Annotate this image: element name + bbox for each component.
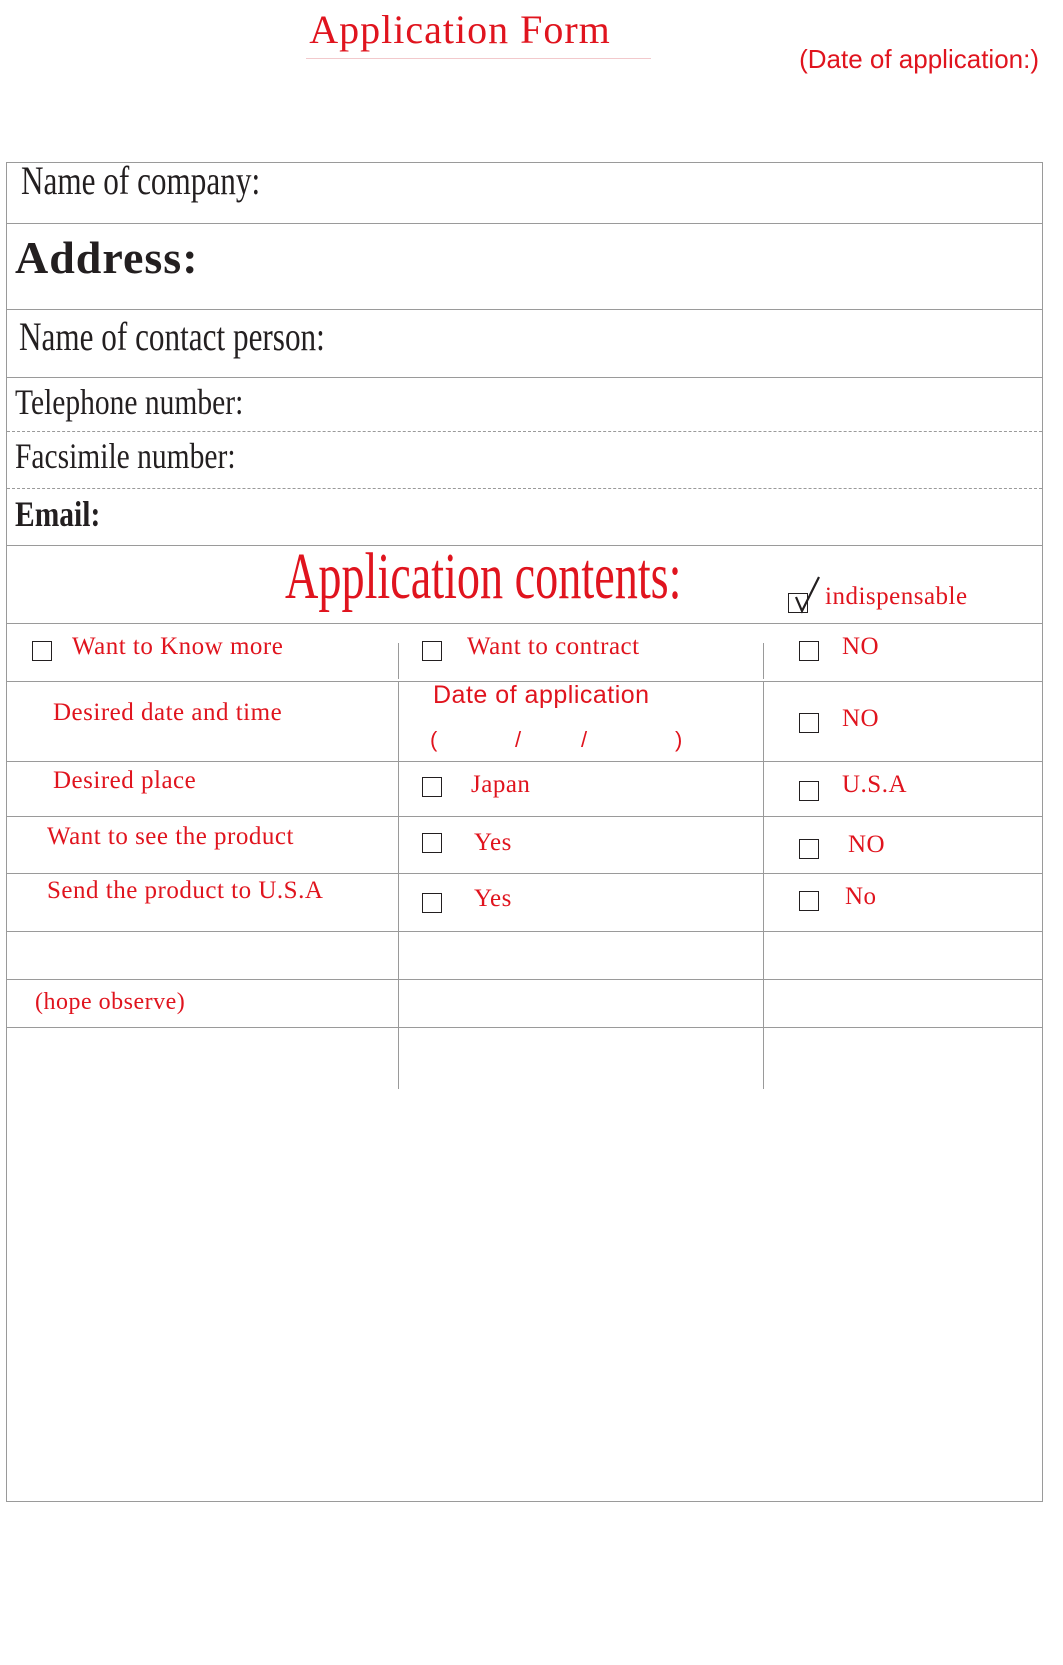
date-of-application-field-label: Date of application <box>433 681 650 709</box>
application-form <box>6 158 1043 1502</box>
want-to-know-more-label: Want to Know more <box>72 633 284 660</box>
divider <box>7 873 1042 874</box>
date-of-application-label: (Date of application:) <box>799 44 1039 74</box>
japan-label: Japan <box>471 771 531 798</box>
want-to-see-product-label: Want to see the product <box>47 823 294 850</box>
desired-date-time-label: Desired date and time <box>53 699 283 726</box>
see-product-no-label: NO <box>848 831 886 858</box>
company-name-label: Name of company: <box>21 158 261 203</box>
row1-no-label: NO <box>842 633 880 660</box>
dashed-divider <box>7 488 1042 489</box>
notes-area[interactable] <box>7 1029 1041 1499</box>
check-mark-icon <box>793 575 823 615</box>
see-product-yes-label: Yes <box>474 829 512 856</box>
want-to-contract-checkbox[interactable] <box>422 641 442 661</box>
email-label: Email: <box>15 494 101 534</box>
address-label: Address: <box>15 232 199 283</box>
dashed-divider <box>7 431 1042 432</box>
japan-checkbox[interactable] <box>422 777 442 797</box>
divider <box>7 377 1042 378</box>
facsimile-label: Facsimile number: <box>15 436 236 476</box>
application-contents-title: Application contents: <box>285 540 682 613</box>
usa-checkbox[interactable] <box>799 781 819 801</box>
divider <box>7 761 1042 762</box>
hope-observe-label: (hope observe) <box>35 989 186 1015</box>
telephone-label: Telephone number: <box>15 382 244 422</box>
send-product-usa-label: Send the product to U.S.A <box>47 877 324 904</box>
send-product-no-checkbox[interactable] <box>799 891 819 911</box>
row2-no-label: NO <box>842 705 880 732</box>
divider <box>7 979 1042 980</box>
column-divider <box>763 643 764 679</box>
want-to-know-more-checkbox[interactable] <box>32 641 52 661</box>
send-product-yes-checkbox[interactable] <box>422 893 442 913</box>
see-product-yes-checkbox[interactable] <box>422 833 442 853</box>
row1-no-checkbox[interactable] <box>799 641 819 661</box>
send-product-no-label: No <box>845 883 877 910</box>
date-close-paren: ) <box>675 727 683 752</box>
row2-no-checkbox[interactable] <box>799 713 819 733</box>
divider <box>7 623 1042 624</box>
want-to-contract-label: Want to contract <box>467 633 640 660</box>
column-divider <box>398 643 399 679</box>
desired-place-label: Desired place <box>53 767 197 794</box>
divider <box>7 1027 1042 1028</box>
date-slash: / <box>515 727 522 752</box>
divider <box>7 223 1042 224</box>
indispensable-label: indispensable <box>825 583 968 610</box>
form-title: Application Form <box>309 7 611 52</box>
title-underline <box>306 58 651 59</box>
divider <box>7 931 1042 932</box>
divider <box>7 816 1042 817</box>
contact-person-label: Name of contact person: <box>19 314 325 359</box>
see-product-no-checkbox[interactable] <box>799 839 819 859</box>
date-open-paren: ( <box>430 727 438 752</box>
usa-label: U.S.A <box>842 771 908 798</box>
date-slash: / <box>581 727 588 752</box>
divider <box>7 309 1042 310</box>
send-product-yes-label: Yes <box>474 885 512 912</box>
